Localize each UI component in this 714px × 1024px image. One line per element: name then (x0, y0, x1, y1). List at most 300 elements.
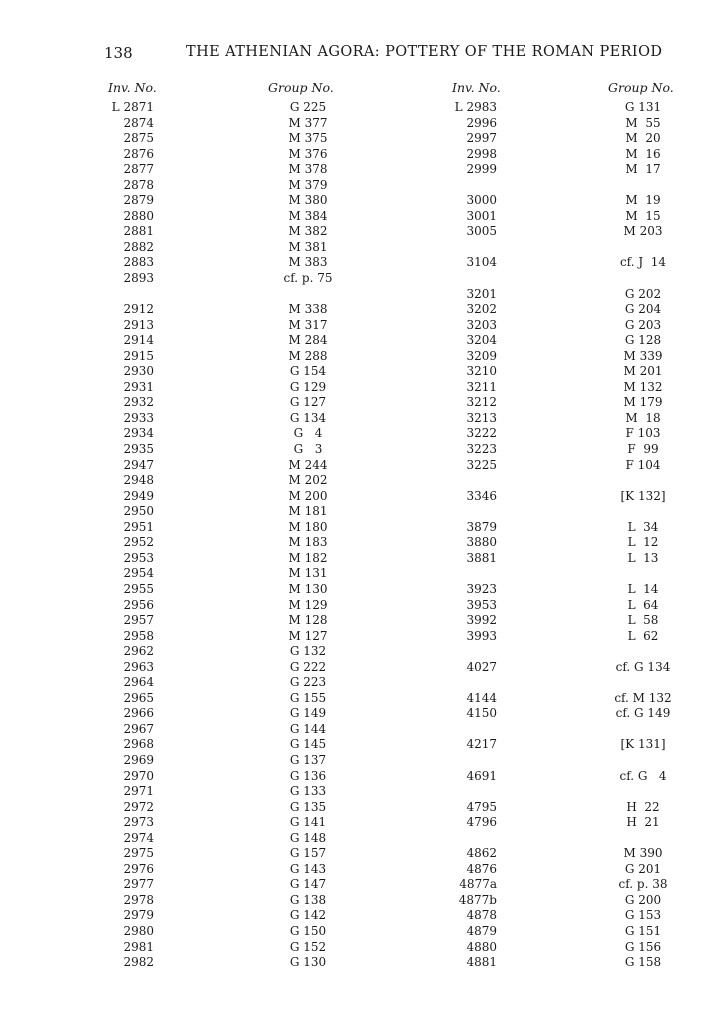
table-row (100, 131, 340, 147)
left-inv-no-header: Inv. No. (108, 80, 157, 95)
group-no-cell: G 153 (624, 908, 662, 923)
group-no-cell: G 144 (289, 721, 327, 736)
table-row (100, 116, 340, 132)
table-row (100, 193, 340, 209)
table-row (100, 162, 340, 178)
inv-no-cell: 3222 (466, 426, 497, 441)
table-row (100, 224, 340, 240)
table-row (440, 504, 680, 520)
table-row (100, 349, 340, 365)
inv-no-cell: 4691 (466, 768, 497, 783)
inv-no-cell: 4880 (466, 939, 497, 954)
group-no-cell: M 203 (623, 224, 663, 239)
group-no-cell: G 129 (289, 379, 327, 394)
table-row (100, 955, 340, 971)
table-row (440, 458, 680, 474)
group-no-cell: M 127 (288, 628, 328, 643)
group-no-cell: G 141 (289, 815, 327, 830)
inv-no-cell: L 2871 (111, 100, 154, 114)
group-no-cell: G 131 (624, 100, 662, 114)
group-no-cell: G 127 (289, 395, 327, 410)
inv-no-cell: 2963 (123, 659, 154, 674)
inv-no-cell: 3201 (466, 286, 497, 301)
group-no-cell: M 179 (623, 395, 663, 410)
group-no-cell: G 148 (289, 830, 327, 845)
table-row (440, 364, 680, 380)
table-row (440, 224, 680, 240)
inv-no-cell: 4877a (459, 877, 497, 892)
group-no-cell: M 131 (288, 566, 328, 581)
table-row (440, 737, 680, 753)
inv-no-cell: 4879 (466, 923, 497, 938)
table-row (100, 380, 340, 396)
group-no-cell: G 136 (289, 768, 327, 783)
table-row (440, 535, 680, 551)
inv-no-cell: 4144 (466, 690, 497, 705)
table-row (100, 846, 340, 862)
inv-no-cell: 2975 (123, 846, 154, 861)
table-row (100, 815, 340, 831)
group-no-cell: M 200 (288, 488, 328, 503)
table-row (100, 395, 340, 411)
table-row (440, 551, 680, 567)
table-row (100, 504, 340, 520)
group-no-cell: M 338 (288, 302, 328, 317)
table-row (440, 831, 680, 847)
table-row (100, 271, 340, 287)
inv-no-cell: 2970 (123, 768, 154, 783)
table-row (100, 178, 340, 194)
inv-no-cell: 2971 (123, 784, 154, 799)
table-row (440, 691, 680, 707)
table-row (440, 877, 680, 893)
table-row (100, 566, 340, 582)
group-no-cell: G 138 (289, 892, 327, 907)
table-row (100, 924, 340, 940)
inv-no-cell: 3001 (466, 208, 497, 223)
inv-no-cell: 4027 (466, 659, 497, 674)
table-row (100, 302, 340, 318)
table-row (440, 473, 680, 489)
table-row (440, 784, 680, 800)
table-row (440, 660, 680, 676)
table-row (100, 769, 340, 785)
inv-no-cell: 4862 (466, 846, 497, 861)
inv-no-cell: 2952 (123, 535, 154, 550)
table-row (440, 598, 680, 614)
table-row (100, 831, 340, 847)
table-row (100, 675, 340, 691)
inv-no-cell: 4796 (466, 815, 497, 830)
inv-no-cell: 2882 (123, 239, 154, 254)
table-row (440, 426, 680, 442)
group-no-cell: M 16 (625, 146, 661, 161)
table-row (100, 753, 340, 769)
table-row (440, 318, 680, 334)
table-row (440, 940, 680, 956)
group-no-cell: G 200 (624, 892, 662, 907)
group-no-cell: M 390 (623, 846, 663, 861)
inv-no-cell: 2969 (123, 752, 154, 767)
group-no-cell: M 20 (625, 131, 661, 146)
group-no-cell: M 284 (288, 333, 328, 348)
table-row (440, 753, 680, 769)
table-row (440, 582, 680, 598)
inv-no-cell: 2982 (123, 955, 154, 970)
table-row (100, 426, 340, 442)
table-row (100, 908, 340, 924)
inv-no-cell: 2934 (123, 426, 154, 441)
table-row (440, 955, 680, 971)
inv-no-cell: 3005 (466, 224, 497, 239)
group-no-cell: cf. M 132 (614, 690, 672, 705)
left-group-no-header: Group No. (268, 80, 334, 95)
table-row (440, 209, 680, 225)
table-row (440, 566, 680, 582)
group-no-cell: G 202 (624, 286, 662, 301)
running-title: THE ATHENIAN AGORA: POTTERY OF THE ROMAN PERIOD (186, 44, 663, 60)
table-row (440, 893, 680, 909)
table-row (100, 940, 340, 956)
inv-no-cell: 3000 (466, 193, 497, 208)
inv-no-cell: 3212 (466, 395, 497, 410)
table-row (440, 924, 680, 940)
inv-no-cell: 2953 (123, 550, 154, 565)
group-no-cell: G 154 (289, 364, 327, 379)
table-row (440, 769, 680, 785)
table-row (100, 209, 340, 225)
group-no-cell: L 34 (627, 519, 659, 534)
group-no-cell: L 12 (627, 535, 659, 550)
inv-no-cell: 2935 (123, 442, 154, 457)
inv-no-cell: 2978 (123, 892, 154, 907)
table-row (440, 815, 680, 831)
inv-no-cell: 2972 (123, 799, 154, 814)
left-concordance-table (100, 100, 340, 971)
group-no-cell: M 15 (625, 208, 661, 223)
inv-no-cell: 3213 (466, 410, 497, 425)
table-row (440, 800, 680, 816)
table-row (100, 458, 340, 474)
table-row (440, 193, 680, 209)
table-row (100, 737, 340, 753)
inv-no-cell: 2958 (123, 628, 154, 643)
group-no-cell: G 204 (624, 302, 662, 317)
table-row (440, 722, 680, 738)
group-no-cell: cf. G 149 (615, 706, 671, 721)
group-no-cell: H 22 (626, 799, 660, 814)
group-no-cell: M 18 (625, 410, 661, 425)
group-no-cell: M 379 (288, 177, 328, 192)
inv-no-cell: 4795 (466, 799, 497, 814)
inv-no-cell: 2964 (123, 675, 154, 690)
group-no-cell: G 155 (289, 690, 327, 705)
group-no-cell: M 202 (288, 473, 328, 488)
inv-no-cell: 2878 (123, 177, 154, 192)
group-no-cell: G 142 (289, 908, 327, 923)
table-row (100, 147, 340, 163)
inv-no-cell: 2956 (123, 597, 154, 612)
group-no-cell: M 130 (288, 581, 328, 596)
group-no-cell: [K 131] (620, 737, 666, 752)
inv-no-cell: 2979 (123, 908, 154, 923)
group-no-cell: M 380 (288, 193, 328, 208)
inv-no-cell: 2966 (123, 706, 154, 721)
page-number: 138 (104, 44, 133, 62)
group-no-cell: M 17 (625, 162, 661, 177)
inv-no-cell: 2876 (123, 146, 154, 161)
inv-no-cell: 2965 (123, 690, 154, 705)
table-row (100, 644, 340, 660)
inv-no-cell: 2948 (123, 473, 154, 488)
inv-no-cell: 2875 (123, 131, 154, 146)
group-no-cell: M 180 (288, 519, 328, 534)
table-row (440, 302, 680, 318)
inv-no-cell: 3204 (466, 333, 497, 348)
group-no-cell: G 145 (289, 737, 327, 752)
group-no-cell: M 383 (288, 255, 328, 270)
inv-no-cell: 3993 (466, 628, 497, 643)
table-row (100, 800, 340, 816)
group-no-cell: G 150 (289, 923, 327, 938)
group-no-cell: M 378 (288, 162, 328, 177)
inv-no-cell: 2977 (123, 877, 154, 892)
group-no-cell: G 130 (289, 955, 327, 970)
inv-no-cell: 3880 (466, 535, 497, 550)
table-row (100, 411, 340, 427)
group-no-cell: L 13 (627, 550, 659, 565)
group-no-cell: L 58 (627, 613, 659, 628)
group-no-cell: F 104 (625, 457, 661, 472)
inv-no-cell: 2877 (123, 162, 154, 177)
group-no-cell: M 382 (288, 224, 328, 239)
inv-no-cell: 2998 (466, 146, 497, 161)
inv-no-cell: 4217 (466, 737, 497, 752)
group-no-cell: L 64 (627, 597, 659, 612)
table-row (100, 287, 340, 303)
inv-no-cell: 2996 (466, 115, 497, 130)
inv-no-cell: 2947 (123, 457, 154, 472)
inv-no-cell: 2914 (123, 333, 154, 348)
inv-no-cell: 3225 (466, 457, 497, 472)
inv-no-cell: 3202 (466, 302, 497, 317)
table-row (100, 520, 340, 536)
inv-no-cell: 2980 (123, 923, 154, 938)
group-no-cell: M 384 (288, 208, 328, 223)
group-no-cell: M 376 (288, 146, 328, 161)
inv-no-cell: 3104 (466, 255, 497, 270)
group-no-cell: cf. p. 38 (618, 877, 668, 892)
inv-no-cell: 3881 (466, 550, 497, 565)
table-row (440, 675, 680, 691)
inv-no-cell: 2968 (123, 737, 154, 752)
inv-no-cell: 3953 (466, 597, 497, 612)
inv-no-cell: 2999 (466, 162, 497, 177)
inv-no-cell: 2973 (123, 815, 154, 830)
inv-no-cell: 2915 (123, 348, 154, 363)
group-no-cell: G 147 (289, 877, 327, 892)
table-row (100, 613, 340, 629)
inv-no-cell: 3209 (466, 348, 497, 363)
table-row (440, 162, 680, 178)
group-no-cell: G 225 (289, 100, 327, 114)
group-no-cell: G 156 (624, 939, 662, 954)
inv-no-cell: L 2983 (454, 100, 497, 114)
table-row (440, 706, 680, 722)
inv-no-cell: 3923 (466, 581, 497, 596)
group-no-cell: cf. G 4 (619, 768, 667, 783)
group-no-cell: cf. J 14 (619, 255, 667, 270)
table-row (440, 100, 680, 116)
group-no-cell: F 99 (627, 442, 659, 457)
table-row (100, 660, 340, 676)
group-no-cell: M 182 (288, 550, 328, 565)
group-no-cell: L 62 (627, 628, 659, 643)
inv-no-cell: 4150 (466, 706, 497, 721)
table-row (100, 582, 340, 598)
right-inv-no-header: Inv. No. (452, 80, 501, 95)
group-no-cell: M 288 (288, 348, 328, 363)
table-row (100, 333, 340, 349)
group-no-cell: M 181 (288, 504, 328, 519)
table-row (440, 240, 680, 256)
table-row (440, 333, 680, 349)
inv-no-cell: 2949 (123, 488, 154, 503)
inv-no-cell: 3223 (466, 442, 497, 457)
table-row (100, 551, 340, 567)
group-no-cell: G 223 (289, 675, 327, 690)
table-row (100, 629, 340, 645)
table-row (100, 364, 340, 380)
inv-no-cell: 2930 (123, 364, 154, 379)
table-row (440, 489, 680, 505)
table-row (100, 893, 340, 909)
inv-no-cell: 2974 (123, 830, 154, 845)
group-no-cell: M 19 (625, 193, 661, 208)
table-row (440, 629, 680, 645)
table-row (440, 613, 680, 629)
table-row (440, 178, 680, 194)
group-no-cell: G 137 (289, 752, 327, 767)
inv-no-cell: 2962 (123, 644, 154, 659)
group-no-cell: G 203 (624, 317, 662, 332)
inv-no-cell: 2951 (123, 519, 154, 534)
inv-no-cell: 3992 (466, 613, 497, 628)
inv-no-cell: 4878 (466, 908, 497, 923)
inv-no-cell: 2957 (123, 613, 154, 628)
inv-no-cell: 2997 (466, 131, 497, 146)
table-row (100, 473, 340, 489)
inv-no-cell: 2981 (123, 939, 154, 954)
right-concordance-table (440, 100, 680, 971)
table-row (100, 877, 340, 893)
inv-no-cell: 2880 (123, 208, 154, 223)
group-no-cell: G 143 (289, 861, 327, 876)
group-no-cell: M 132 (623, 379, 663, 394)
group-no-cell: G 152 (289, 939, 327, 954)
inv-no-cell: 2881 (123, 224, 154, 239)
group-no-cell: G 128 (624, 333, 662, 348)
table-row (100, 442, 340, 458)
group-no-cell: G 222 (289, 659, 327, 674)
group-no-cell: G 135 (289, 799, 327, 814)
table-row (100, 489, 340, 505)
group-no-cell: G 133 (289, 784, 327, 799)
table-row (440, 255, 680, 271)
group-no-cell: M 377 (288, 115, 328, 130)
group-no-cell: [K 132] (620, 488, 666, 503)
inv-no-cell: 2931 (123, 379, 154, 394)
inv-no-cell: 2955 (123, 581, 154, 596)
table-row (440, 380, 680, 396)
group-no-cell: F 103 (625, 426, 661, 441)
inv-no-cell: 2933 (123, 410, 154, 425)
table-row (440, 520, 680, 536)
group-no-cell: G 201 (624, 861, 662, 876)
table-row (440, 442, 680, 458)
group-no-cell: M 183 (288, 535, 328, 550)
table-row (440, 287, 680, 303)
table-row (440, 395, 680, 411)
inv-no-cell: 2893 (123, 271, 154, 286)
table-row (100, 318, 340, 334)
inv-no-cell: 4877b (458, 892, 497, 907)
table-row (440, 862, 680, 878)
group-no-cell: M 55 (625, 115, 661, 130)
group-no-cell: G 3 (293, 442, 323, 457)
group-no-cell: G 4 (293, 426, 323, 441)
group-no-cell: M 317 (288, 317, 328, 332)
group-no-cell: G 134 (289, 410, 327, 425)
table-row (440, 116, 680, 132)
inv-no-cell: 2950 (123, 504, 154, 519)
group-no-cell: G 151 (624, 923, 662, 938)
inv-no-cell: 4876 (466, 861, 497, 876)
table-row (100, 706, 340, 722)
table-row (440, 411, 680, 427)
right-group-no-header: Group No. (608, 80, 674, 95)
group-no-cell: M 381 (288, 239, 328, 254)
table-row (100, 784, 340, 800)
table-row (100, 255, 340, 271)
table-row (100, 691, 340, 707)
inv-no-cell: 2967 (123, 721, 154, 736)
inv-no-cell: 3211 (466, 379, 497, 394)
group-no-cell: M 375 (288, 131, 328, 146)
table-row (100, 598, 340, 614)
inv-no-cell: 3879 (466, 519, 497, 534)
group-no-cell: cf. G 134 (615, 659, 671, 674)
inv-no-cell: 4881 (466, 955, 497, 970)
inv-no-cell: 2912 (123, 302, 154, 317)
table-row (100, 100, 340, 116)
inv-no-cell: 2883 (123, 255, 154, 270)
inv-no-cell: 2913 (123, 317, 154, 332)
group-no-cell: G 157 (289, 846, 327, 861)
group-no-cell: cf. p. 75 (283, 271, 333, 286)
inv-no-cell: 2879 (123, 193, 154, 208)
table-row (440, 908, 680, 924)
group-no-cell: M 129 (288, 597, 328, 612)
inv-no-cell: 3210 (466, 364, 497, 379)
group-no-cell: G 158 (624, 955, 662, 970)
group-no-cell: G 149 (289, 706, 327, 721)
group-no-cell: L 14 (627, 581, 659, 596)
table-row (100, 862, 340, 878)
table-row (440, 644, 680, 660)
table-row (440, 147, 680, 163)
table-row (100, 240, 340, 256)
